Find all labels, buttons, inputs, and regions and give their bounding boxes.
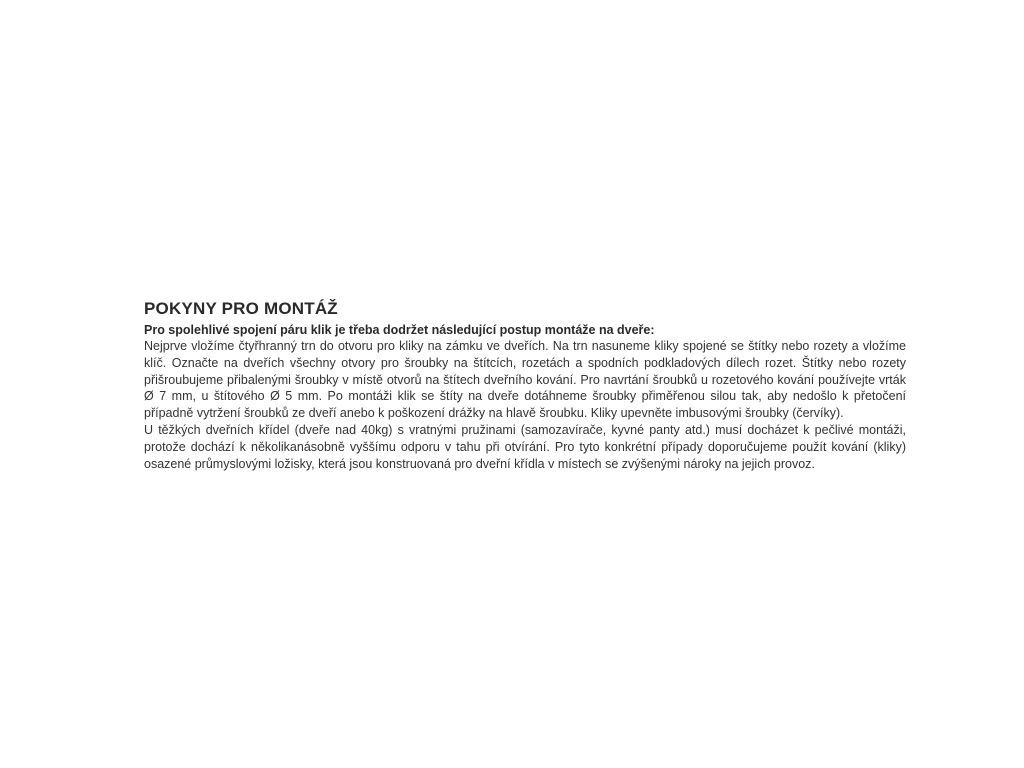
- instructions-block: [144, 298, 906, 472]
- paragraph-mounting-steps: Nejprve vložíme čtyřhranný trn do otvoru pro kliky na zámku ve dveřích. Na trn nasuneme kliky spojené se štítky nebo rozety a vložíme klíč. Označte na dveřích všechny otvory pro šroubky na štítcích, rozetách a spodních podkladových dílech rozet. Štítky nebo rozety přišroubujeme přibalenými šroubky v místě otvorů na štítech dveřního kování. Pro navrtání šroubků u rozetového kování používejte vrták Ø 7 mm, u štítového Ø 5 mm. Po montáži klik se štíty na dveře dotáhneme šroubky přiměřenou silou tak, aby nedošlo k přetočení případně vytržení šroubků ze dveří anebo k poškození drážky na hlavě šroubku. Kliky upevněte imbusovými šroubky (červíky).: [144, 339, 906, 421]
- document-title: POKYNY PRO MONTÁŽ: [144, 299, 338, 318]
- paragraph-heavy-doors: U těžkých dveřních křídel (dveře nad 40kg) s vratnými pružinami (samozavírače, kyvné panty atd.) musí docházet k pečlivé montáži, protože dochází k několikanásobně vyššímu odporu v tahu při otvírání. Pro tyto konkrétní případy doporučujeme použít kování (kliky) osazené průmyslovými ložisky, která jsou konstruovaná pro dveřní křídla v místech se zvýšenými nároky na jejich provoz.: [144, 422, 906, 471]
- intro-text: Pro spolehlivé spojení páru klik je třeba dodržet následující postup montáže na dveře:: [144, 323, 655, 337]
